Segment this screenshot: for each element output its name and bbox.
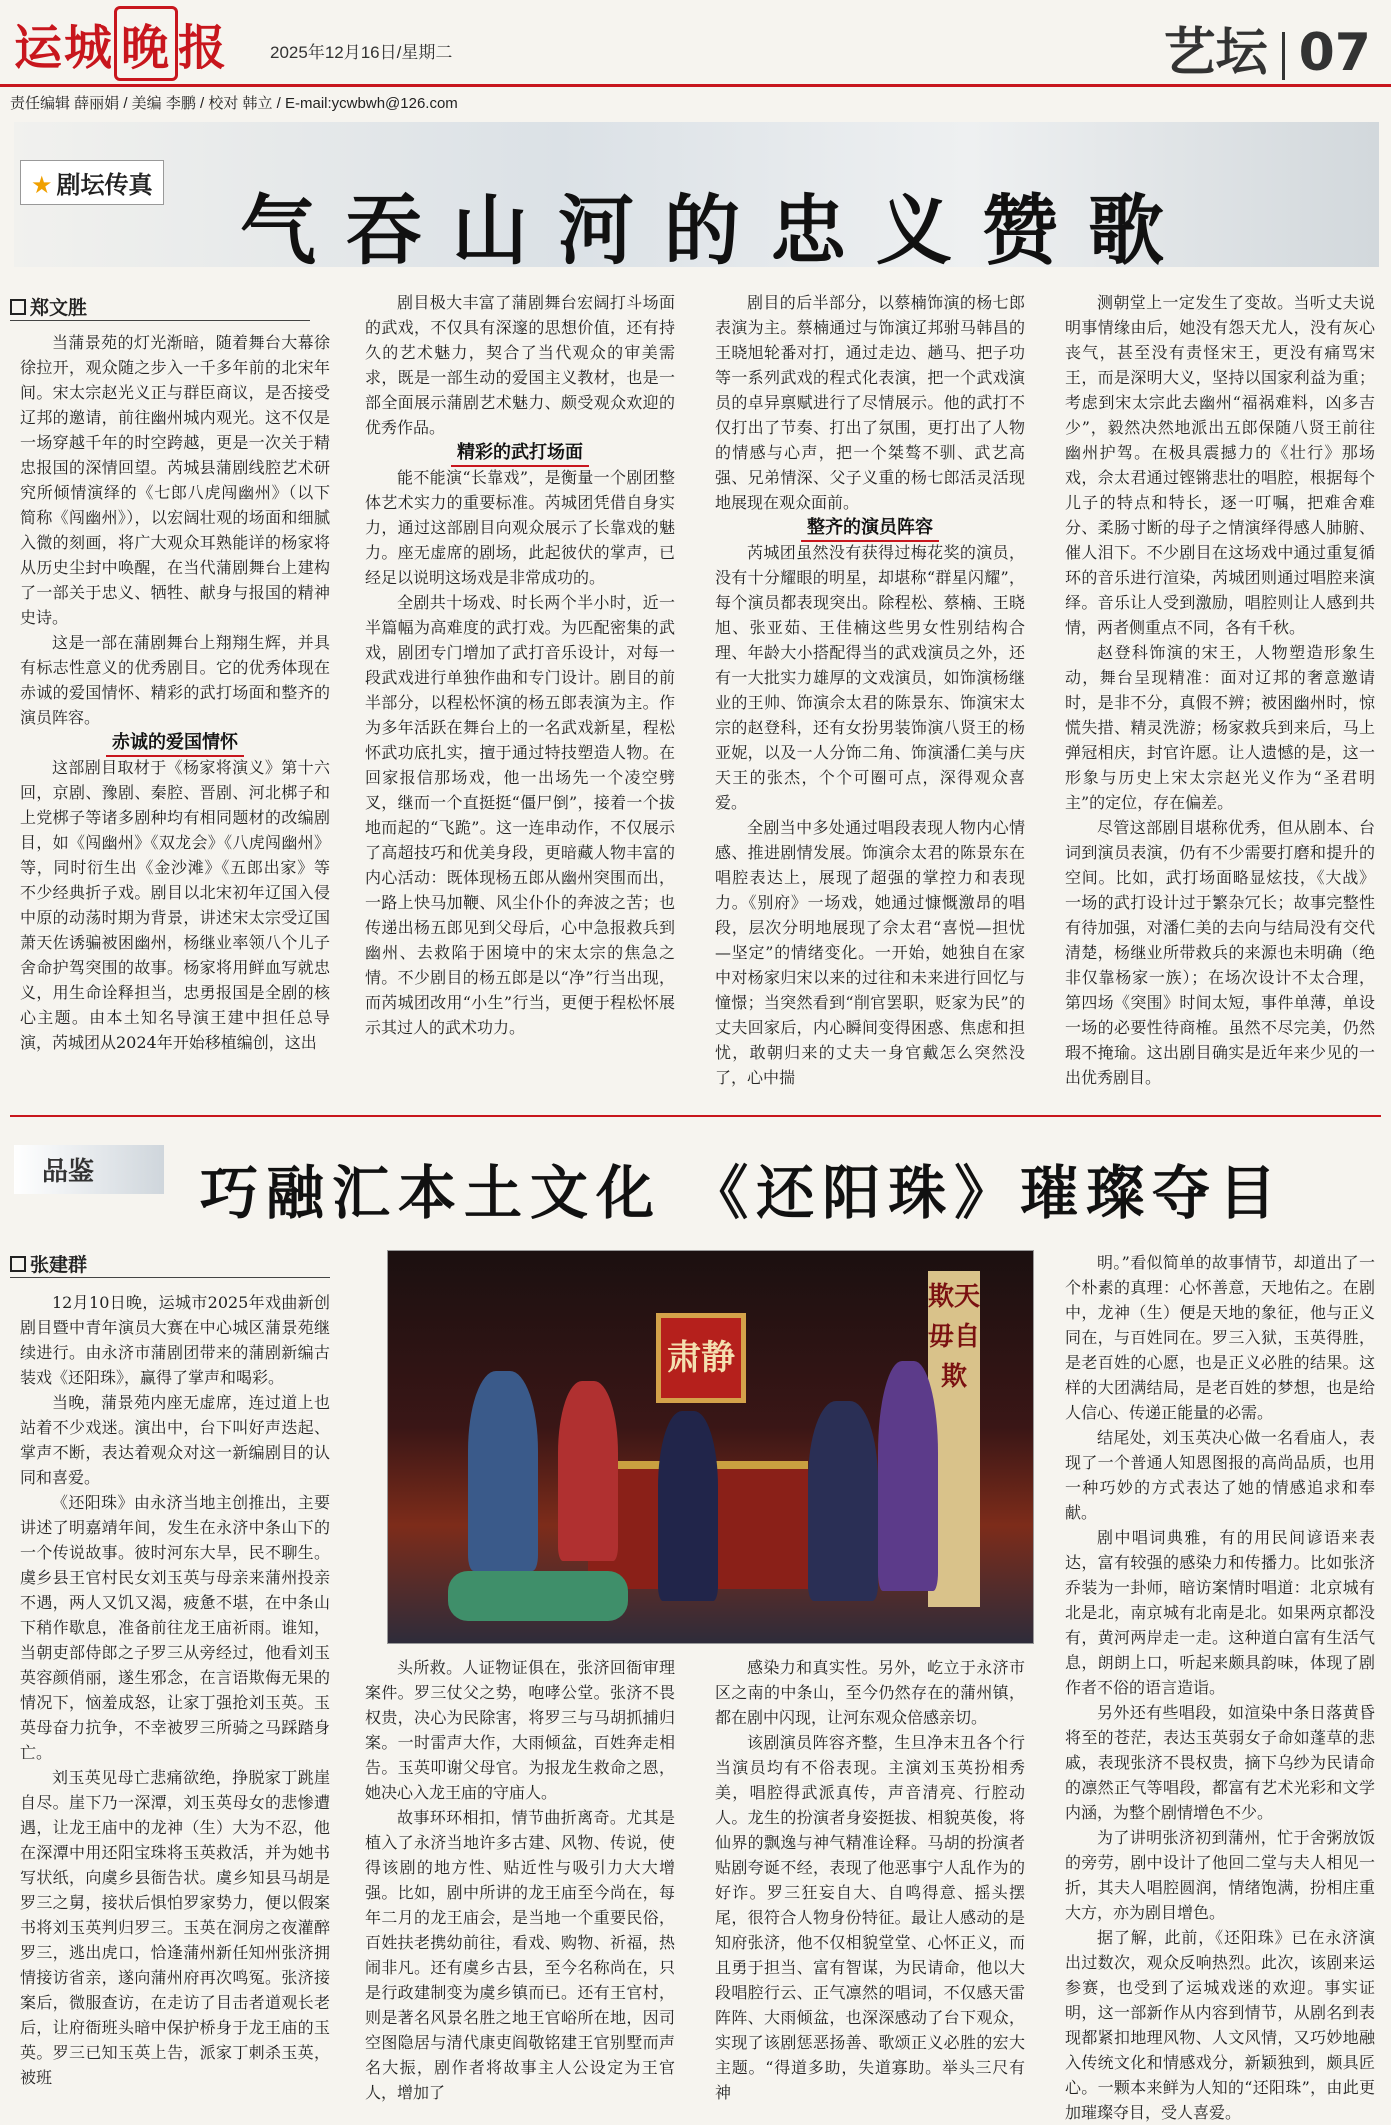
stage-photo: [387, 1250, 1034, 1644]
paragraph: 剧中唱词典雅，有的用民间谚语来表达，富有较强的感染力和传播力。比如张济乔装为一卦师，暗访案情时唱道：北京城有北是北，南京城有北南是北。如果两京都没有，黄河两岸走一走。这种道白富有生活气息，朗朗上口，听起来颇具韵味，体现了剧作者不俗的语言造诣。: [1065, 1528, 1375, 1697]
byline-rule: [10, 1277, 330, 1278]
article1-column-2: [365, 290, 675, 1065]
paragraph: 刘玉英见母亡悲痛欲绝，挣脱家丁跳崖自尽。崖下乃一深潭，刘玉英母女的悲惨遭遇，让龙王庙中的龙神（生）大为不忍，他在深潭中用还阳宝珠将玉英救活，并为她书写状纸，向虞乡县衙告状。虞乡知县马胡是罗三之舅，接状后惧怕罗家势力，便以假案书将刘玉英判归罗三。玉英在洞房之夜灌醉罗三，逃出虎口，恰逢蒲州新任知州张济拥情接访省亲，遂向蒲州府再次鸣冤。张济接案后，微服查访，在走访了目击者道观长老后，让府衙班头暗中保护桥身于龙王庙的玉英。罗三已知玉英上告，派家丁刺杀玉英，被班: [20, 1768, 330, 2087]
article1-byline: [10, 293, 310, 321]
paragraph: 12月10日晚，运城市2025年戏曲新创剧目暨中青年演员大赛在中心城区蒲景苑继续进行。由永济市蒲剧团带来的蒲剧新编古装戏《还阳珠》，赢得了掌声和喝彩。: [20, 1293, 330, 1387]
paragraph: 剧目的后半部分，以蔡楠饰演的杨七郎表演为主。蔡楠通过与饰演辽邦驸马韩昌的王晓旭轮番对打，通过走边、趟马、把子功等一系列武戏的程式化表演，把一个武戏演员的卓异禀赋进行了尽情展示。他的武打不仅打出了节奏、打出了氛围，更打出了人物的情感与心声，把一个桀骜不驯、武艺高强、兄弟情深、父子义重的杨七郎活灵活现地展现在观众面前。: [715, 293, 1025, 512]
photo-performer: [468, 1371, 538, 1571]
photo-performer: [558, 1381, 618, 1561]
section-name: 艺坛: [1163, 23, 1268, 83]
masthead-rule: [0, 84, 1391, 87]
paragraph: 赵登科饰演的宋王，人物塑造形象生动，舞台呈现精准：面对辽邦的奢意邀请时，是非不分，真假不辨；被困幽州时，惊慌失措、精灵洗游；杨家救兵到来后，马上弹冠相庆，封官许愿。让人遗憾的是，这一形象与历史上宋太宗赵光义作为“圣君明主”的定位，存在偏差。: [1065, 643, 1375, 812]
photo-performer: [878, 1361, 938, 1591]
photo-plaque: 肃静: [656, 1313, 746, 1403]
paragraph: 能不能演“长靠戏”，是衡量一个剧团整体艺术实力的重要标准。芮城团凭借自身实力，通过这部剧目向观众展示了长靠戏的魅力。座无虚席的剧场，此起彼伏的掌声，已经足以说明这场戏是非常成功的。: [365, 468, 675, 587]
article1-column-3: [715, 290, 1025, 1087]
article2-byline: [10, 1250, 330, 1278]
paragraph: 尽管这部剧目堪称优秀，但从剧本、台词到演员表演，仍有不少需要打磨和提升的空间。比如，武打场面略显炫技，《大战》一场的武打设计过于繁杂冗长；故事完整性有待加强，对潘仁美的去向与结局没有交代清楚，杨继业所带救兵的来源也未明确（绝非仅靠杨家一族）；在场次设计不太合理，第四场《突围》时间太短，事件单薄，单设一场的必要性待商榷。虽然不尽完美，仍然瑕不掩瑜。这出剧目确实是近年来少见的一出优秀剧目。: [1065, 818, 1375, 1087]
photo-scroll: 欺天毋自欺: [928, 1271, 980, 1607]
newspaper-title: [14, 6, 228, 81]
section-header: [1164, 10, 1371, 85]
issue-date: 2025年12月16日/星期二: [270, 43, 453, 62]
paragraph: 结尾处，刘玉英决心做一名看庙人，表现了一个普通人知恩图报的高尚品质，也用一种巧妙的方式表达了她的情感追求和奉献。: [1065, 1428, 1375, 1522]
article1-column-4: [1065, 290, 1375, 1087]
paragraph: 芮城团虽然没有获得过梅花奖的演员，没有十分耀眼的明星，却堪称“群星闪耀”，每个演员都表现突出。除程松、蔡楠、王晓旭、张亚茹、王佳楠这些男女性别结构合理、年龄大小搭配得当的武戏演员之外，还有一大批实力雄厚的文戏演员，如饰演杨继业的王帅、饰演佘太君的陈景东、饰演宋太宗的赵登科，还有女扮男装饰演八贤王的杨亚妮，以及一人分饰二角、饰演潘仁美与庆天王的张杰，个个可圈可点，深得观众喜爱。: [715, 543, 1025, 812]
editor-credits: 责任编辑 薛丽娟 / 美编 李鹏 / 校对 韩立 / E-mail:ycwbwh@126.com: [10, 95, 458, 112]
article1-subhead-3: 整齐的演员阵容: [715, 515, 1025, 540]
paragraph: 剧目极大丰富了蒲剧舞台宏阔打斗场面的武戏，不仅具有深邃的思想价值，还有持久的艺术魅力，契合了当代观众的审美需求，既是一部生动的爱国主义教材，也是一部全面展示蒲剧艺术魅力、颇受观众欢迎的优秀作品。: [365, 293, 675, 437]
article2-headline: 巧融汇本土文化 《还阳珠》璀璨夺目: [200, 1159, 1285, 1227]
paragraph: 为了讲明张济初到蒲州，忙于舍粥放饭的旁劳，剧中设计了他回二堂与夫人相见一折，其夫人唱腔圆润，情绪饱满，扮相庄重大方，亦为剧目增色。: [1065, 1828, 1375, 1922]
paragraph: 《还阳珠》由永济当地主创推出，主要讲述了明嘉靖年间，发生在永济中条山下的一个传说故事。彼时河东大旱，民不聊生。虞乡县王官村民女刘玉英与母亲来蒲州投亲不遇，两人又饥又渴，疲惫不堪，在中条山下稍作歇息，准备前往龙王庙祈雨。谁知，当朝吏部侍郎之子罗三从旁经过，他看刘玉英容颜俏丽，遂生邪念，在言语欺侮无果的情况下，恼羞成怒，让家丁强抢刘玉英。玉英母奋力抗争，不幸被罗三所骑之马踩踏身亡。: [20, 1493, 330, 1762]
paragraph: 另外还有些唱段，如渲染中条日落黄昏将至的苍茫，表达玉英弱女子命如蓬草的悲戚，表现张济不畏权贵，摘下乌纱为民请命的凛然正气等唱段，都富有艺术光彩和文学内涵，为整个剧情增色不少。: [1065, 1703, 1375, 1822]
paragraph: 该剧演员阵容齐整，生旦净末丑各个行当演员均有不俗表现。主演刘玉英扮相秀美，唱腔得武派真传，声音清亮、行腔动人。龙生的扮演者身姿挺拔、相貌英俊，将仙界的飘逸与神气精准诠释。马胡的扮演者贴剧夸诞不经，表现了他恶事宁人乱作为的好诈。罗三狂妄自大、自鸣得意、摇头摆尾，很符合人物身份特征。最让人感动的是知府张济，他不仅相貌堂堂、心怀正义，而且勇于担当、富有智谋，为民请命，他以大段唱腔行云、正气凛然的唱词，不仅感天雷阵阵、大雨倾盆，也深深感动了台下观众，实现了该剧惩恶扬善、歌颂正义必胜的宏大主题。“得道多助，失道寡助。举头三尺有神: [715, 1733, 1025, 2102]
author-name: 张建群: [30, 1254, 88, 1276]
photo-performer: [658, 1411, 718, 1601]
star-icon: ★: [31, 171, 53, 199]
article2-column-3: [715, 1655, 1025, 2102]
byline-rule: [10, 320, 310, 321]
paragraph: 明。”看似简单的故事情节，却道出了一个朴素的真理：心怀善意，天地佑之。在剧中，龙神（生）便是天地的象征，他与正义同在，与百姓同在。罗三入狱，玉英得胜，是老百姓的心愿，也是正义必胜的结果。这样的大团满结局，是老百姓的梦想，也是给人信心、传递正能量的必需。: [1065, 1253, 1375, 1422]
square-icon: [10, 1256, 26, 1272]
article1-headline: 气吞山河的忠义赞歌: [240, 186, 1194, 275]
photo-performer: [808, 1401, 878, 1601]
paragraph: 当晚，蒲景苑内座无虚席，连过道上也站着不少戏迷。演出中，台下叫好声迭起、掌声不断，表达着观众对这一新编剧目的认同和喜爱。: [20, 1393, 330, 1487]
paragraph: 全剧当中多处通过唱段表现人物内心情感、推进剧情发展。饰演佘太君的陈景东在唱腔表达上，展现了超强的掌控力和表现力。《别府》一场戏，她通过慷慨激昂的唱段，层次分明地展现了佘太君“喜悦—担忧—坚定”的情绪变化。一开始，她独自在家中对杨家归宋以来的过往和未来进行回忆与憧憬；当突然看到“削官罢职，贬家为民”的丈夫回家后，内心瞬间变得困惑、焦虑和担忧，敢朝归来的丈夫一身官戴怎么突然没了，心中揣: [715, 818, 1025, 1087]
newspaper-name-box: 晚: [114, 6, 178, 81]
article1-subhead-2: 精彩的武打场面: [365, 440, 675, 465]
column-tag-label: 剧坛传真: [56, 171, 153, 199]
author-name: 郑文胜: [30, 297, 88, 319]
paragraph: 测朝堂上一定发生了变故。当听丈夫说明事情缘由后，她没有怨天尤人，没有灰心丧气，甚至没有责怪宋王，更没有痛骂宋王，而是深明大义，坚持以国家利益为重；考虑到宋太宗此去幽州“福祸难料，凶多吉少”，毅然决然地派出五郎保随八贤王前往幽州护驾。在极具震撼力的《壮行》那场戏，佘太君通过铿锵悲壮的唱腔，根据每个儿子的特点和特长，逐一叮嘱，把难舍难分、柔肠寸断的母子之情演绎得感人肺腑、催人泪下。不少剧目在这场戏中通过重复循环的音乐进行渲染，芮城团则通过唱腔来演绎。音乐让人受到激励，唱腔则让人感到共情，两者侧重点不同，各有千秋。: [1065, 293, 1375, 637]
paragraph: 这是一部在蒲剧舞台上翔翔生辉，并具有标志性意义的优秀剧目。它的优秀体现在赤诚的爱国情怀、精彩的武打场面和整齐的演员阵容。: [20, 633, 330, 727]
square-icon: [10, 299, 26, 315]
newspaper-name-post: 报: [178, 20, 229, 76]
section-divider: [1282, 32, 1285, 80]
paragraph: 据了解，此前，《还阳珠》已在永济演出过数次，观众反响热烈。此次，该剧来运参赛，也受到了运城戏迷的欢迎。事实证明，这一部新作从内容到情节，从剧名到表现都紧扣地理风物、人文风情，又巧妙地融入传统文化和情感戏分，新颖独到，颇具匠心。一颗本来鲜为人知的“还阳珠”，由此更加璀璨夺目，受人喜爱。: [1065, 1928, 1375, 2122]
article2-column-2: [365, 1655, 675, 2102]
paragraph: 全剧共十场戏、时长两个半小时，近一半篇幅为高难度的武打戏。为匹配密集的武戏，剧团专门增加了武打音乐设计，对每一段武戏进行单独作曲和专门设计。剧目的前半部分，以程松怀演的杨五郎表演为主。作为多年活跃在舞台上的一名武戏新星，程松怀武功底扎实，擅于通过特技塑造人物。在回家报信那场戏，他一出场先一个凌空劈叉，继而一个直挺挺“僵尸倒”，接着一个拔地而起的“飞跪”。这一连串动作，不仅展示了高超技巧和优美身段，更暗藏人物丰富的内心活动：既体现杨五郎从幽州突围而出，一路上快马加鞭、风尘仆仆的奔波之苦；也传递出杨五郎见到父母后，心中急报救兵到幽州、去救陷于困境中的宋太宗的焦急之情。不少剧目的杨五郎是以“净”行当出现，而芮城团改用“小生”行当，更便于程松怀展示其过人的武术功力。: [365, 593, 675, 1037]
paragraph: 这部剧目取材于《杨家将演义》第十六回，京剧、豫剧、秦腔、晋剧、河北梆子和上党梆子等诸多剧种均有相同题材的改编剧目，如《闯幽州》《双龙会》《八虎闯幽州》等，同时衍生出《金沙滩》《五郎出家》等不少经典折子戏。剧目以北宋初年辽国入侵中原的动荡时期为背景，讲述宋太宗受辽国萧天佐诱骗被困幽州，杨继业率领八个儿子舍命护驾突围的故事。杨家将用鲜血写就忠义，用生命诠释担当，忠勇报国是全剧的核心主题。由本土知名导演王建中担任总导演，芮城团从2024年开始移植编创，这出: [20, 758, 330, 1052]
paragraph: 故事环环相扣，情节曲折离奇。尤其是植入了永济当地许多古建、风物、传说，使得该剧的地方性、贴近性与吸引力大大增强。比如，剧中所讲的龙王庙至今尚在，每年二月的龙王庙会，是当地一个重要民俗，百姓扶老携幼前往，看戏、购物、祈福，热闹非凡。还有虞乡古县，至今名称尚在，只是行政建制变为虞乡镇而已。还有王官村，则是著名风景名胜之地王官峪所在地，因司空图隐居与清代康吏阎敬铭建王官别墅而声名大振，剧作者将故事主人公设定为王官人，增加了: [365, 1808, 675, 2102]
newspaper-name-pre: 运城: [14, 20, 115, 76]
article2-column-tag: 品鉴: [14, 1145, 164, 1194]
paragraph: 当蒲景苑的灯光渐暗，随着舞台大幕徐徐拉开，观众随之步入一千多年前的北宋年间。宋太宗赵光义正与群臣商议，是否接受辽邦的邀请，前往幽州城内观光。这不仅是一场穿越千年的时空跨越，更是一次关于精忠报国的深情回望。芮城县蒲剧线腔艺术研究所倾情演绎的《七郎八虎闯幽州》（以下简称《闯幽州》），以宏阔壮观的场面和细腻入微的刻画，将广大观众耳熟能详的杨家将从历史尘封中唤醒，在当代蒲剧舞台上建构了一部关于忠义、牺牲、献身与报国的精神史诗。: [20, 333, 330, 627]
photo-performer: [448, 1571, 628, 1621]
article1-column-tag: [20, 160, 164, 205]
article2-column-4: [1065, 1250, 1375, 2122]
page-number: 07: [1298, 23, 1371, 83]
article2-column-1: [20, 1290, 330, 2087]
paragraph: 感染力和真实性。另外，屹立于永济市区之南的中条山，至今仍然存在的蒲州镇，都在剧中闪现，让河东观众倍感亲切。: [715, 1658, 1025, 1727]
article-divider: [10, 1115, 1381, 1117]
article1-subhead-1: 赤诚的爱国情怀: [20, 730, 330, 755]
article1-column-1: [20, 330, 330, 1065]
paragraph: 头所救。人证物证俱在，张济回衙审理案件。罗三仗父之势，咆哮公堂。张济不畏权贵，决心为民除害，将罗三与马胡抓捕归案。一时雷声大作，大雨倾盆，百姓奔走相告。玉英叩谢父母官。为报龙生救命之恩，她决心入龙王庙的守庙人。: [365, 1658, 675, 1802]
